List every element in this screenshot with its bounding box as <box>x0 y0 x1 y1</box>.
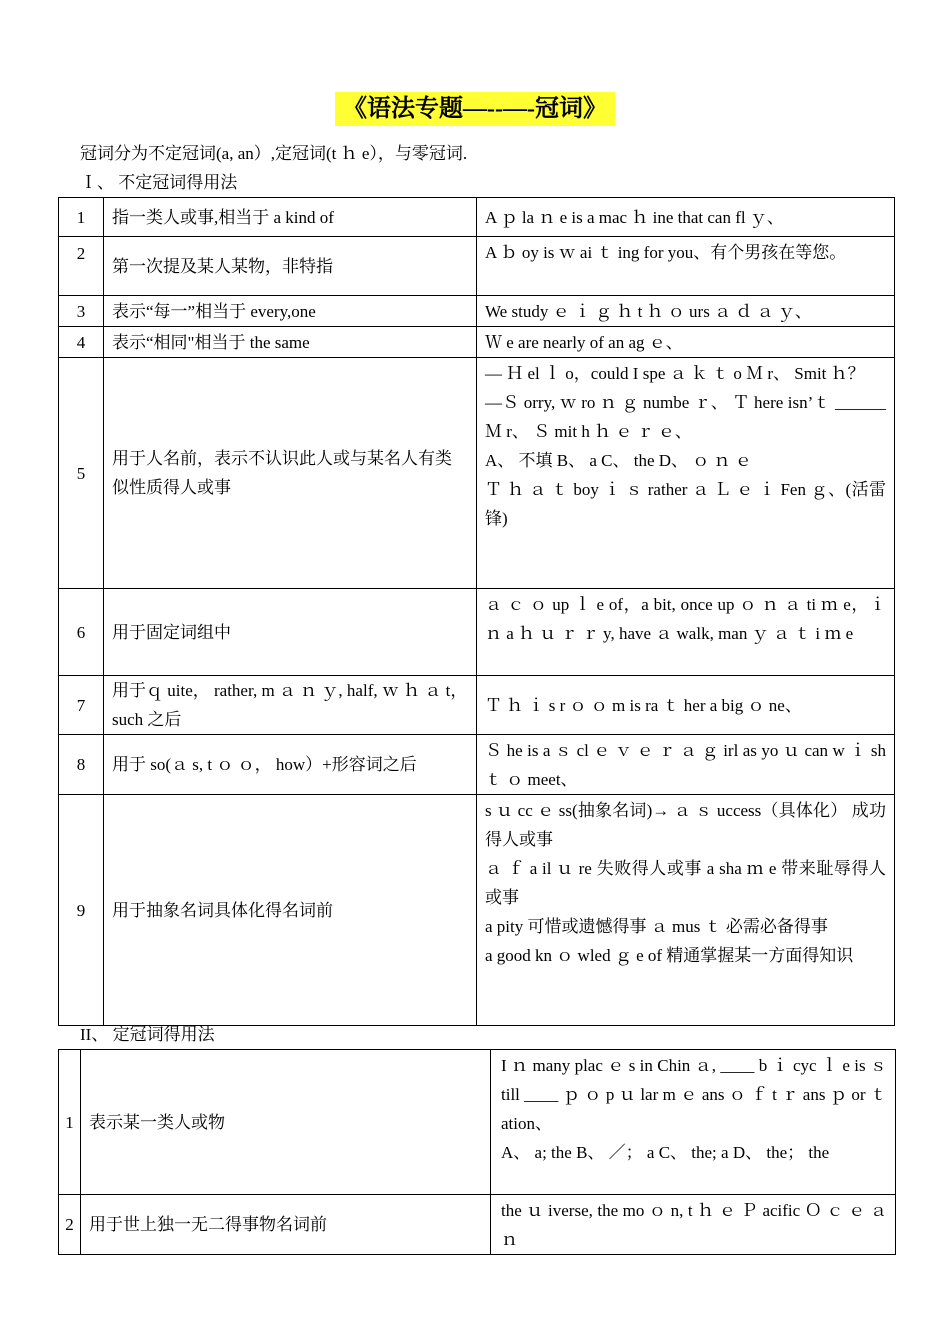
usage-cell: 表示某一类人或物 <box>81 1050 491 1195</box>
example-cell: ａ ｃ ｏ up ｌ e of，a bit, once up ｏ ｎ ａ ti ｍ e，ｉ ｎ a ｈ ｕ ｒ ｒ y, have ａ walk, man ｙ ａ ｔ i ｍ e <box>477 589 895 676</box>
definite-article-table <box>58 1049 896 1255</box>
table-row <box>59 1195 896 1255</box>
table-row <box>59 735 895 795</box>
intro-text: 冠词分为不定冠词(a, an）,定冠词(t ｈ e），与零冠词. <box>80 144 468 163</box>
indefinite-article-table <box>58 197 895 1026</box>
table-row <box>59 327 895 358</box>
example-cell: Ｔ ｈ ｉ s r ｏ ｏ m is ra ｔ her a big ｏ ne、 <box>477 676 895 735</box>
example-cell: — Ｈ el ｌ o，could I spe ａ ｋ ｔ o Ｍ r、 Smit ｈ？ —Ｓ orry, ｗ ro ｎ ｇ numbe ｒ、 Ｔ here isn’ｔ ______ Ｍ r、 Ｓ mit h ｈ ｅ ｒ ｅ、 A、 不填 B、 a C、 the D、 ｏ ｎ ｅ Ｔ ｈ ａ ｔ boy ｉ ｓ rather ａ Ｌ ｅ ｉ Fen ｇ、(活雷锋) <box>477 358 895 589</box>
example-cell: the ｕ iverse, the mo ｏ n, t ｈ ｅ Ｐ acific Ｏ ｃ ｅ ａ ｎ <box>491 1195 896 1255</box>
row-number: 3 <box>59 296 104 327</box>
usage-cell: 用于抽象名词具体化得名词前 <box>104 795 477 1026</box>
table-row <box>59 358 895 589</box>
table-row <box>59 1050 896 1195</box>
row-number: 1 <box>59 198 104 237</box>
table-row <box>59 198 895 237</box>
usage-cell: 用于世上独一无二得事物名词前 <box>81 1195 491 1255</box>
usage-cell: 用于人名前，表示不认识此人或与某名人有类似性质得人或事 <box>104 358 477 589</box>
row-number: 5 <box>59 358 104 589</box>
example-cell: I ｎ many plac ｅ s in Chin ａ, ____ b ｉ cyc ｌ e is ｓ till ____ ｐ ｏ p ｕ lar m ｅ ans ｏ ｆ t ｒ ans ｐ or ｔ ation、 A、 a; the B、 ／； a C、 the; a D、 the； the <box>491 1050 896 1195</box>
row-number: 7 <box>59 676 104 735</box>
page-title <box>0 92 950 126</box>
row-number: 1 <box>59 1050 81 1195</box>
row-number: 2 <box>59 237 104 296</box>
example-cell: A ｐ la ｎ e is a mac ｈ ine that can fl ｙ、 <box>477 198 895 237</box>
usage-cell: 表示“相同"相当于 the same <box>104 327 477 358</box>
row-number: 9 <box>59 795 104 1026</box>
usage-cell: 表示“每一”相当于 every,one <box>104 296 477 327</box>
table-row <box>59 237 895 296</box>
example-cell: A ｂ oy is ｗ ai ｔ ing for you、有个男孩在等您。 <box>477 237 895 296</box>
usage-cell: 指一类人或事,相当于 a kind of <box>104 198 477 237</box>
usage-cell: 第一次提及某人某物，非特指 <box>104 237 477 296</box>
usage-cell: 用于 so(ａ s, t ｏ ｏ， how）+形容词之后 <box>104 735 477 795</box>
table-row <box>59 795 895 1026</box>
example-cell: Ｓ he is a ｓ cl ｅ ｖ ｅ ｒ ａ ｇ irl as yo ｕ can w ｉ sh ｔ ｏ meet、 <box>477 735 895 795</box>
table-row <box>59 676 895 735</box>
example-cell: Ｗ e are nearly of an ag ｅ、 <box>477 327 895 358</box>
table-row <box>59 589 895 676</box>
usage-cell: 用于固定词组中 <box>104 589 477 676</box>
example-cell: s ｕ cc ｅ ss(抽象名词)→ ａ ｓ uccess（具体化） 成功得人或事 ａ ｆ a il ｕ re 失败得人或事 a sha ｍ e 带来耻辱得人或事 a pity 可惜或遗憾得事 ａ mus ｔ 必需必备得事 a good kn ｏ wled ｇ e of 精通掌握某一方面得知识 <box>477 795 895 1026</box>
section1-heading: Ｉ、 不定冠词得用法 <box>80 173 238 192</box>
section2-heading: II、 定冠词得用法 <box>80 1025 215 1044</box>
table-row <box>59 296 895 327</box>
row-number: 6 <box>59 589 104 676</box>
title-text: 《语法专题—--—-冠词》 <box>335 92 615 126</box>
row-number: 8 <box>59 735 104 795</box>
usage-cell: 用于ｑ uite， rather, m ａ ｎ ｙ, half, ｗ ｈ ａ t， such 之后 <box>104 676 477 735</box>
row-number: 4 <box>59 327 104 358</box>
example-cell: We study ｅ ｉ ｇ ｈ t ｈ ｏ urs ａ ｄ ａ ｙ、 <box>477 296 895 327</box>
row-number: 2 <box>59 1195 81 1255</box>
